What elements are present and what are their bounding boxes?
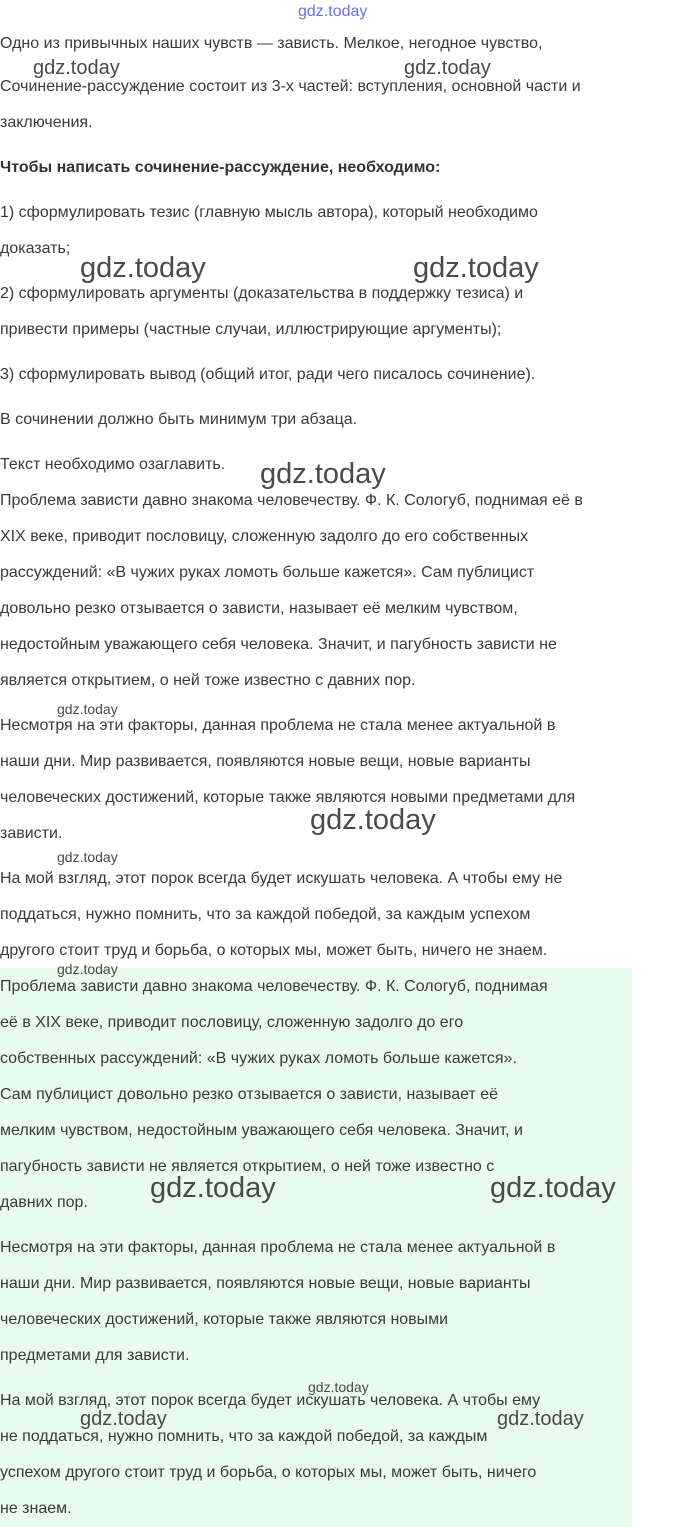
answer-p2-line: наши дни. Мир развивается, появляются новые вещи, новые варианты: [0, 1275, 531, 1292]
watermark: gdz.today: [57, 961, 118, 977]
essay-p2-line: Несмотря на эти факторы, данная проблема не стала менее актуальной в: [0, 717, 556, 734]
note-paragraphs: В сочинении должно быть минимум три абзаца.: [0, 411, 358, 428]
essay-p3-line: другого стоит труд и борьба, о которых мы, может быть, ничего не знаем.: [0, 942, 548, 959]
essay-p3-line: поддаться, нужно помнить, что за каждой победой, за каждым успехом: [0, 906, 531, 923]
step-2-line-1: 2) сформулировать аргументы (доказательства в поддержку тезиса) и: [0, 285, 524, 302]
answer-p3-line: успехом другого стоит труд и борьба, о которых мы, может быть, ничего: [0, 1464, 537, 1481]
watermark: gdz.today: [80, 1408, 167, 1430]
step-3-line: 3) сформулировать вывод (общий итог, ради чего писалось сочинение).: [0, 366, 536, 383]
watermark: gdz.today: [33, 57, 120, 79]
site-watermark-header: gdz.today: [298, 3, 368, 20]
watermark: gdz.today: [490, 1172, 616, 1204]
essay-p3-line: На мой взгляд, этот порок всегда будет искушать человека. А чтобы ему не: [0, 870, 563, 887]
watermark: gdz.today: [310, 804, 436, 836]
watermark: gdz.today: [80, 252, 206, 284]
watermark: gdz.today: [260, 458, 386, 490]
step-2-line-2: привести примеры (частные случаи, иллюстрирующие аргументы);: [0, 321, 502, 338]
essay-p2-line: человеческих достижений, которые также являются новыми предметами для: [0, 789, 576, 806]
essay-p2-line: наши дни. Мир развивается, появляются новые вещи, новые варианты: [0, 753, 531, 770]
answer-p3-line: не знаем.: [0, 1500, 72, 1517]
answer-p1-line: Проблема зависти давно знакома человечеству. Ф. К. Сологуб, поднимая: [0, 978, 548, 995]
structure-line-1: Сочинение-рассуждение состоит из 3-х частей: вступления, основной части и: [0, 78, 581, 95]
step-1-line-1: 1) сформулировать тезис (главную мысль автора), который необходимо: [0, 204, 538, 221]
intro-line: Одно из привычных наших чувств — зависть. Мелкое, негодное чувство,: [0, 35, 543, 52]
structure-line-2: заключения.: [0, 114, 93, 131]
watermark: gdz.today: [150, 1172, 276, 1204]
watermark: gdz.today: [413, 252, 539, 284]
answer-p1-line: собственных рассуждений: «В чужих руках ломоть больше кажется».: [0, 1050, 517, 1067]
step-1-line-2: доказать;: [0, 240, 71, 257]
watermark: gdz.today: [57, 701, 118, 717]
answer-p1-line: давних пор.: [0, 1194, 88, 1211]
answer-p1-line: Сам публицист довольно резко отзывается о зависти, называет её: [0, 1086, 499, 1103]
watermark: gdz.today: [497, 1408, 584, 1430]
watermark: gdz.today: [404, 57, 491, 79]
answer-p3-line: не поддаться, нужно помнить, что за каждой победой, за каждым: [0, 1428, 488, 1445]
note-title: Текст необходимо озаглавить.: [0, 456, 226, 473]
essay-p1-line: недостойным уважающего себя человека. Значит, и пагубность зависти не: [0, 636, 557, 653]
answer-p2-line: предметами для зависти.: [0, 1347, 190, 1364]
answer-p1-line: её в XIX веке, приводит пословицу, сложенную задолго до его: [0, 1014, 464, 1031]
answer-p2-line: человеческих достижений, которые также являются новыми: [0, 1311, 449, 1328]
essay-p1-line: XIX веке, приводит пословицу, сложенную задолго до его собственных: [0, 528, 529, 545]
answer-p1-line: мелким чувством, недостойным уважающего себя человека. Значит, и: [0, 1122, 523, 1139]
answer-p1-line: пагубность зависти не является открытием, о ней тоже известно с: [0, 1158, 495, 1175]
essay-p2-line: зависти.: [0, 825, 63, 842]
answer-p3-line: На мой взгляд, этот порок всегда будет искушать человека. А чтобы ему: [0, 1392, 541, 1409]
answer-p2-line: Несмотря на эти факторы, данная проблема не стала менее актуальной в: [0, 1239, 556, 1256]
watermark: gdz.today: [308, 1379, 369, 1395]
essay-p1-line: рассуждений: «В чужих руках ломоть больше кажется». Сам публицист: [0, 564, 535, 581]
essay-p1-line: является открытием, о ней тоже известно с давних пор.: [0, 672, 416, 689]
essay-p1-line: Проблема зависти давно знакома человечеству. Ф. К. Сологуб, поднимая её в: [0, 492, 583, 509]
instructions-heading: Чтобы написать сочинение-рассуждение, необходимо:: [0, 159, 441, 176]
watermark: gdz.today: [57, 849, 118, 865]
essay-p1-line: довольно резко отзывается о зависти, называет её мелким чувством,: [0, 600, 518, 617]
